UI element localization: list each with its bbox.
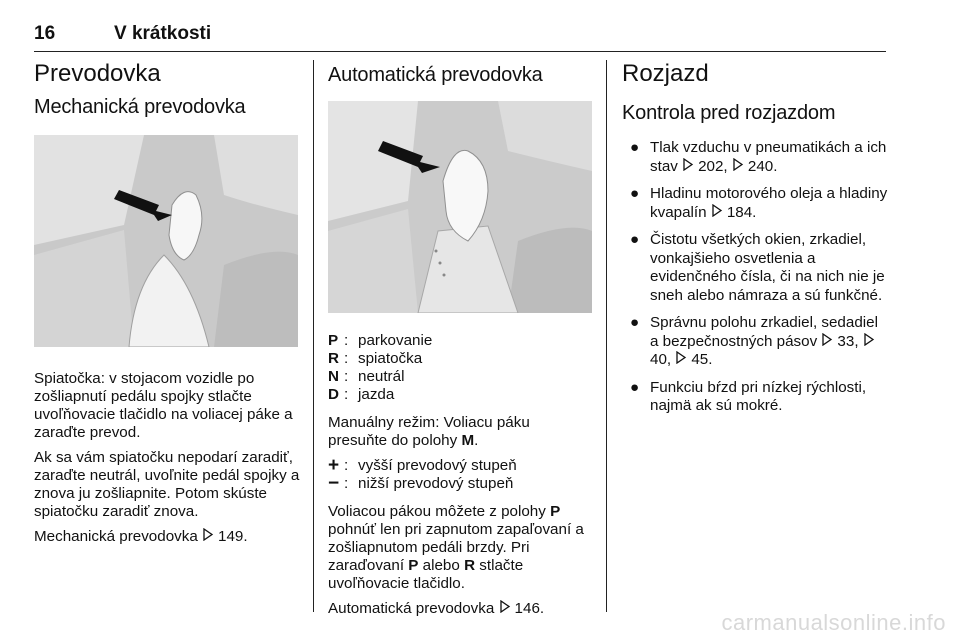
shift-up-row: + : vyšší prevodový stupeň — [328, 455, 517, 476]
list-item: ● Tlak vzduchu v pneumatikách a ich stav 202, 240. — [630, 139, 887, 175]
cross-reference: Automatická prevodovka 146. — [328, 600, 545, 617]
minus-icon: − — [328, 473, 340, 494]
column-divider — [313, 60, 314, 612]
reverse-gear-retry: Ak sa vám spiatočku nepodarí zaradiť, zaraďte neutrál, uvoľnite pedál spojky a znova ju zošliapnite. Potom skúste spiatočku zaradiť znova. — [34, 449, 300, 520]
section-title: Rozjazd — [622, 60, 709, 87]
cross-reference: Mechanická prevodovka 149. — [34, 528, 248, 545]
section-title: Automatická prevodovka — [328, 64, 543, 86]
page-ref-arrow-icon — [682, 158, 694, 171]
subsection-title: Mechanická prevodovka — [34, 96, 246, 118]
selector-lever-text: Voliacou pákou môžete z polohy P pohnúť len pri zapnutom zapaľovaní a zošliapnutom pedáli brzdy. Pri zaraďovaní P alebo R stlačte uvoľňovacie tlačidlo. — [328, 503, 584, 592]
list-item: ● Čistotu všetkých okien, zrkadiel, vonkajšieho osvetlenia a evidenčného čísla, či na nich nie je sneh alebo námraza a sú funkčné. — [630, 231, 885, 304]
list-item: ● Správnu polohu zrkadiel, sedadiel a bezpečnostných pásov 33, 40, 45. — [630, 314, 878, 368]
list-item: ● Hladinu motorového oleja a hladiny kvapalín 184. — [630, 185, 888, 221]
page-number: 16 — [34, 23, 56, 44]
shift-down-row: − : nižší prevodový stupeň — [328, 473, 514, 494]
starting-off-column — [622, 60, 888, 425]
automatic-transmission-column — [328, 64, 592, 625]
page-ref-arrow-icon — [711, 204, 723, 217]
subsection-title: Kontrola pred rozjazdom — [622, 102, 836, 124]
chapter-title: V krátkosti — [114, 23, 212, 44]
page-ref-arrow-icon — [863, 333, 875, 346]
manual-gear-lever-illustration — [34, 135, 298, 347]
gear-position-n: N : neutrál — [328, 368, 405, 385]
manual-mode-text: Manuálny režim: Voliacu páku presuňte do polohy M. — [328, 414, 530, 449]
manual-shift-list — [328, 457, 592, 493]
watermark: carmanualsonline.info — [721, 610, 946, 635]
reverse-gear-instructions: Spiatočka: v stojacom vozidle po zošliapnutí pedálu spojky stlačte uvoľňovacie tlačidlo na voliacej páke a zaraďte prevod. — [34, 370, 293, 441]
page-header — [34, 23, 886, 52]
gear-position-r: R : spiatočka — [328, 350, 423, 367]
gear-position-list — [328, 332, 592, 404]
page-ref-arrow-icon — [821, 333, 833, 346]
list-item: ● Funkciu bŕzd pri nízkej rýchlosti, najmä ak sú mokré. — [630, 378, 867, 414]
page-ref-arrow-icon — [202, 528, 218, 546]
section-title: Prevodovka — [34, 60, 161, 87]
page-ref-arrow-icon — [499, 600, 515, 618]
plus-icon: + — [328, 455, 340, 476]
manual-transmission-column — [34, 60, 300, 553]
column-divider — [606, 60, 607, 612]
gear-position-d: D : jazda — [328, 386, 395, 403]
page-ref-arrow-icon — [675, 351, 687, 364]
automatic-gear-lever-illustration — [328, 101, 592, 313]
page-ref-arrow-icon — [732, 158, 744, 171]
gear-position-p: P : parkovanie — [328, 332, 433, 349]
